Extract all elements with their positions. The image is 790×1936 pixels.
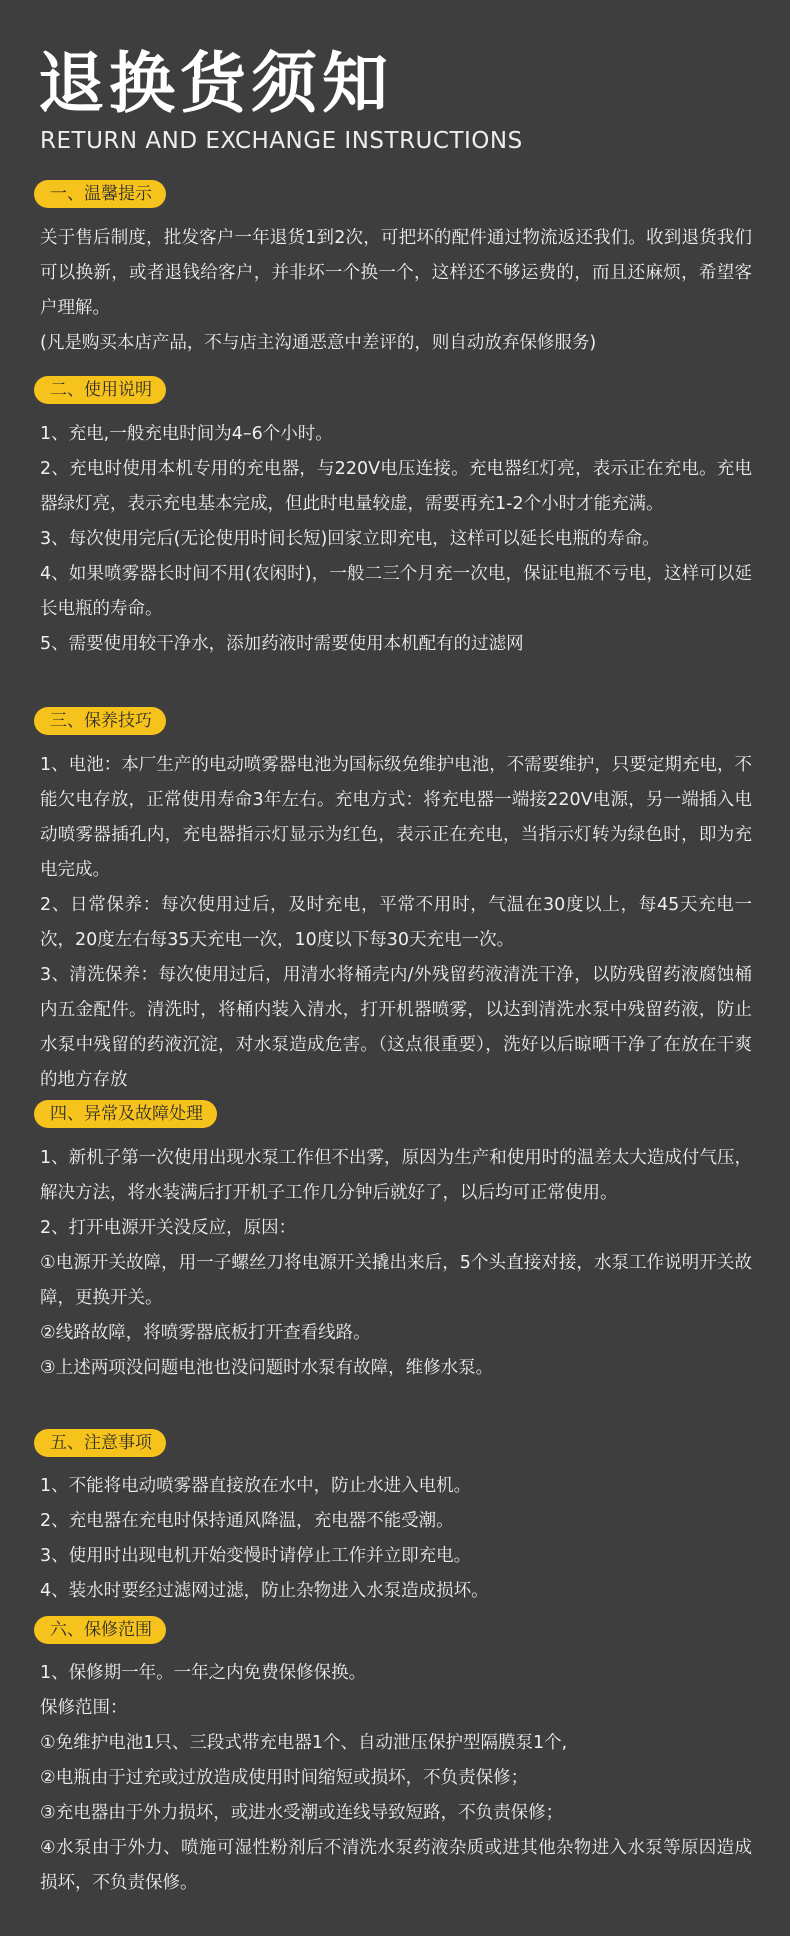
paragraph: ③充电器由于外力损坏，或进水受潮或连线导致短路，不负责保修；	[40, 1803, 564, 1823]
paragraph: 1、电池：本厂生产的电动喷雾器电池为国标级免维护电池，不需要维护，只要定期充电，不能欠电存放，正常使用寿命3年左右。充电方式：将充电器一端接220V电源，另一端插入电动喷雾器插孔内，充电器指示灯显示为红色，表示正在充电，当指示灯转为绿色时，即为充电完成。	[40, 755, 752, 880]
paragraph: 5、需要使用较干净水，添加药液时需要使用本机配有的过滤网	[40, 634, 524, 654]
paragraph: 1、新机子第一次使用出现水泵工作但不出雾，原因为生产和使用时的温差太大造成付气压，解决方法，将水装满后打开机子工作几分钟后就好了，以后均可正常使用。	[40, 1148, 752, 1203]
paragraph: 1、不能将电动喷雾器直接放在水中，防止水进入电机。	[40, 1476, 472, 1496]
section-body-usage	[40, 417, 752, 662]
section-body-notes	[40, 1469, 752, 1609]
paragraph: 关于售后制度，批发客户一年退货1到2次，可把坏的配件通过物流返还我们。收到退货我们可以换新，或者退钱给客户，并非坏一个换一个，这样还不够运费的，而且还麻烦，希望客户理解。	[40, 228, 752, 318]
paragraph: (凡是购买本店产品，不与店主沟通恶意中差评的，则自动放弃保修服务)	[40, 333, 597, 353]
paragraph: ④水泵由于外力、喷施可湿性粉剂后不清洗水泵药液杂质或进其他杂物进入水泵等原因造成损坏，不负责保修。	[40, 1838, 752, 1893]
paragraph: ①免维护电池1只、三段式带充电器1个、自动泄压保护型隔膜泵1个,	[40, 1733, 568, 1753]
section-heading-warranty: 六、保修范围	[34, 1616, 166, 1644]
section-heading-troubleshooting: 四、异常及故障处理	[34, 1100, 217, 1128]
section-heading-usage: 二、使用说明	[34, 376, 166, 404]
section-heading-tips: 一、温馨提示	[34, 180, 166, 208]
paragraph: ②线路故障，将喷雾器底板打开查看线路。	[40, 1323, 371, 1343]
paragraph: 2、日常保养：每次使用过后，及时充电，平常不用时，气温在30度以上，每45天充电一次，20度左右每35天充电一次，10度以下每30天充电一次。	[40, 895, 752, 950]
paragraph: 1、保修期一年。一年之内免费保修保换。	[40, 1663, 367, 1683]
paragraph: 3、每次使用完后(无论使用时间长短)回家立即充电，这样可以延长电瓶的寿命。	[40, 529, 660, 549]
paragraph: 2、充电器在充电时保持通风降温，充电器不能受潮。	[40, 1511, 454, 1531]
section-body-troubleshooting	[40, 1141, 752, 1386]
paragraph: 保修范围：	[40, 1698, 128, 1718]
paragraph: 3、清洗保养：每次使用过后，用清水将桶壳内/外残留药液清洗干净，以防残留药液腐蚀桶内五金配件。清洗时，将桶内装入清水，打开机器喷雾，以达到清洗水泵中残留药液，防止水泵中残留的药液沉淀，对水泵造成危害。（这点很重要），洗好以后晾晒干净了在放在干爽的地方存放	[40, 965, 752, 1090]
paragraph: 4、装水时要经过滤网过滤，防止杂物进入水泵造成损坏。	[40, 1581, 489, 1601]
section-heading-maintenance: 三、保养技巧	[34, 707, 166, 735]
page-title: 退换货须知	[38, 45, 393, 122]
paragraph: ③上述两项没问题电池也没问题时水泵有故障，维修水泵。	[40, 1358, 494, 1378]
paragraph: 4、如果喷雾器长时间不用(农闲时)，一般二三个月充一次电，保证电瓶不亏电，这样可以延长电瓶的寿命。	[40, 564, 752, 619]
paragraph: 3、使用时出现电机开始变慢时请停止工作并立即充电。	[40, 1546, 472, 1566]
section-body-warranty	[40, 1656, 752, 1901]
paragraph: 1、充电,一般充电时间为4–6个小时。	[40, 424, 333, 444]
paragraph: 2、打开电源开关没反应，原因：	[40, 1218, 297, 1238]
section-body-tips	[40, 221, 752, 361]
paragraph: ①电源开关故障，用一子螺丝刀将电源开关撬出来后，5个头直接对接，水泵工作说明开关故障，更换开关。	[40, 1253, 752, 1308]
section-heading-notes: 五、注意事项	[34, 1429, 166, 1457]
paragraph: ②电瓶由于过充或过放造成使用时间缩短或损坏，不负责保修；	[40, 1768, 529, 1788]
paragraph: 2、充电时使用本机专用的充电器，与220V电压连接。充电器红灯亮，表示正在充电。充电器绿灯亮，表示充电基本完成，但此时电量较虚，需要再充1-2个小时才能充满。	[40, 459, 752, 514]
page-subtitle: RETURN AND EXCHANGE INSTRUCTIONS	[40, 128, 523, 154]
section-body-maintenance	[40, 748, 752, 1098]
